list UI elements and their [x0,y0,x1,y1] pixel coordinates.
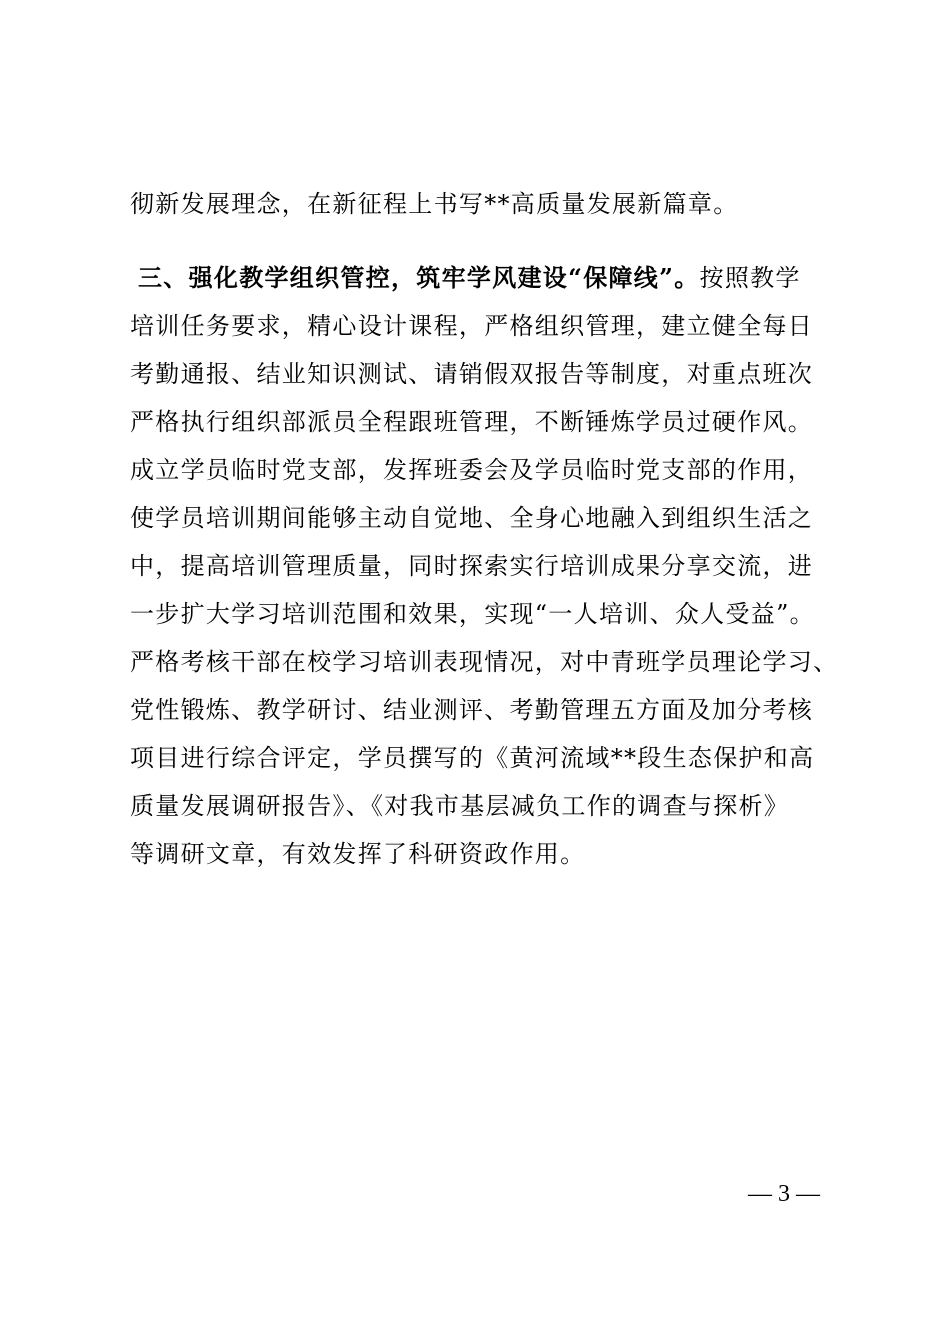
paragraph-line: 成立学员临时党支部，发挥班委会及学员临时党支部的作用， [130,456,814,484]
paragraph-line: 项目进行综合评定，学员撰写的《黄河流域**段生态保护和高 [130,744,815,772]
page-number: — 3 — [748,1181,820,1207]
paragraph-line: 等调研文章，有效发挥了科研资政作用。 [130,840,586,868]
paragraph-line: 培训任务要求，精心设计课程，严格组织管理，建立健全每日 [130,312,814,340]
section-three-paragraph [130,254,839,878]
section-heading-continuation: 按照教学 [699,264,801,292]
section-heading-line [130,254,830,302]
paragraph-line: 一步扩大学习培训范围和效果，实现“一人培训、众人受益”。 [130,600,815,628]
paragraph-continuation [130,180,830,228]
paragraph-line: 严格考核干部在校学习培训表现情况，对中青班学员理论学习、 [130,648,839,676]
paragraph-line: 使学员培训期间能够主动自觉地、全身心地融入到组织生活之 [130,504,814,532]
paragraph-line: 严格执行组织部派员全程跟班管理，不断锤炼学员过硬作风。 [130,408,814,436]
paragraph-line: 彻新发展理念，在新征程上书写**高质量发展新篇章。 [130,190,739,218]
paragraph-line: 中，提高培训管理质量，同时探索实行培训成果分享交流，进 [130,552,814,580]
paragraph-line: 党性锻炼、教学研讨、结业测评、考勤管理五方面及加分考核 [130,696,814,724]
section-heading: 三、强化教学组织管控，筑牢学风建设“保障线”。 [138,263,700,292]
paragraph-line: 考勤通报、结业知识测试、请销假双报告等制度，对重点班次 [130,360,814,388]
paragraph-line: 质量发展调研报告》、《对我市基层减负工作的调查与探析》 [130,792,790,820]
